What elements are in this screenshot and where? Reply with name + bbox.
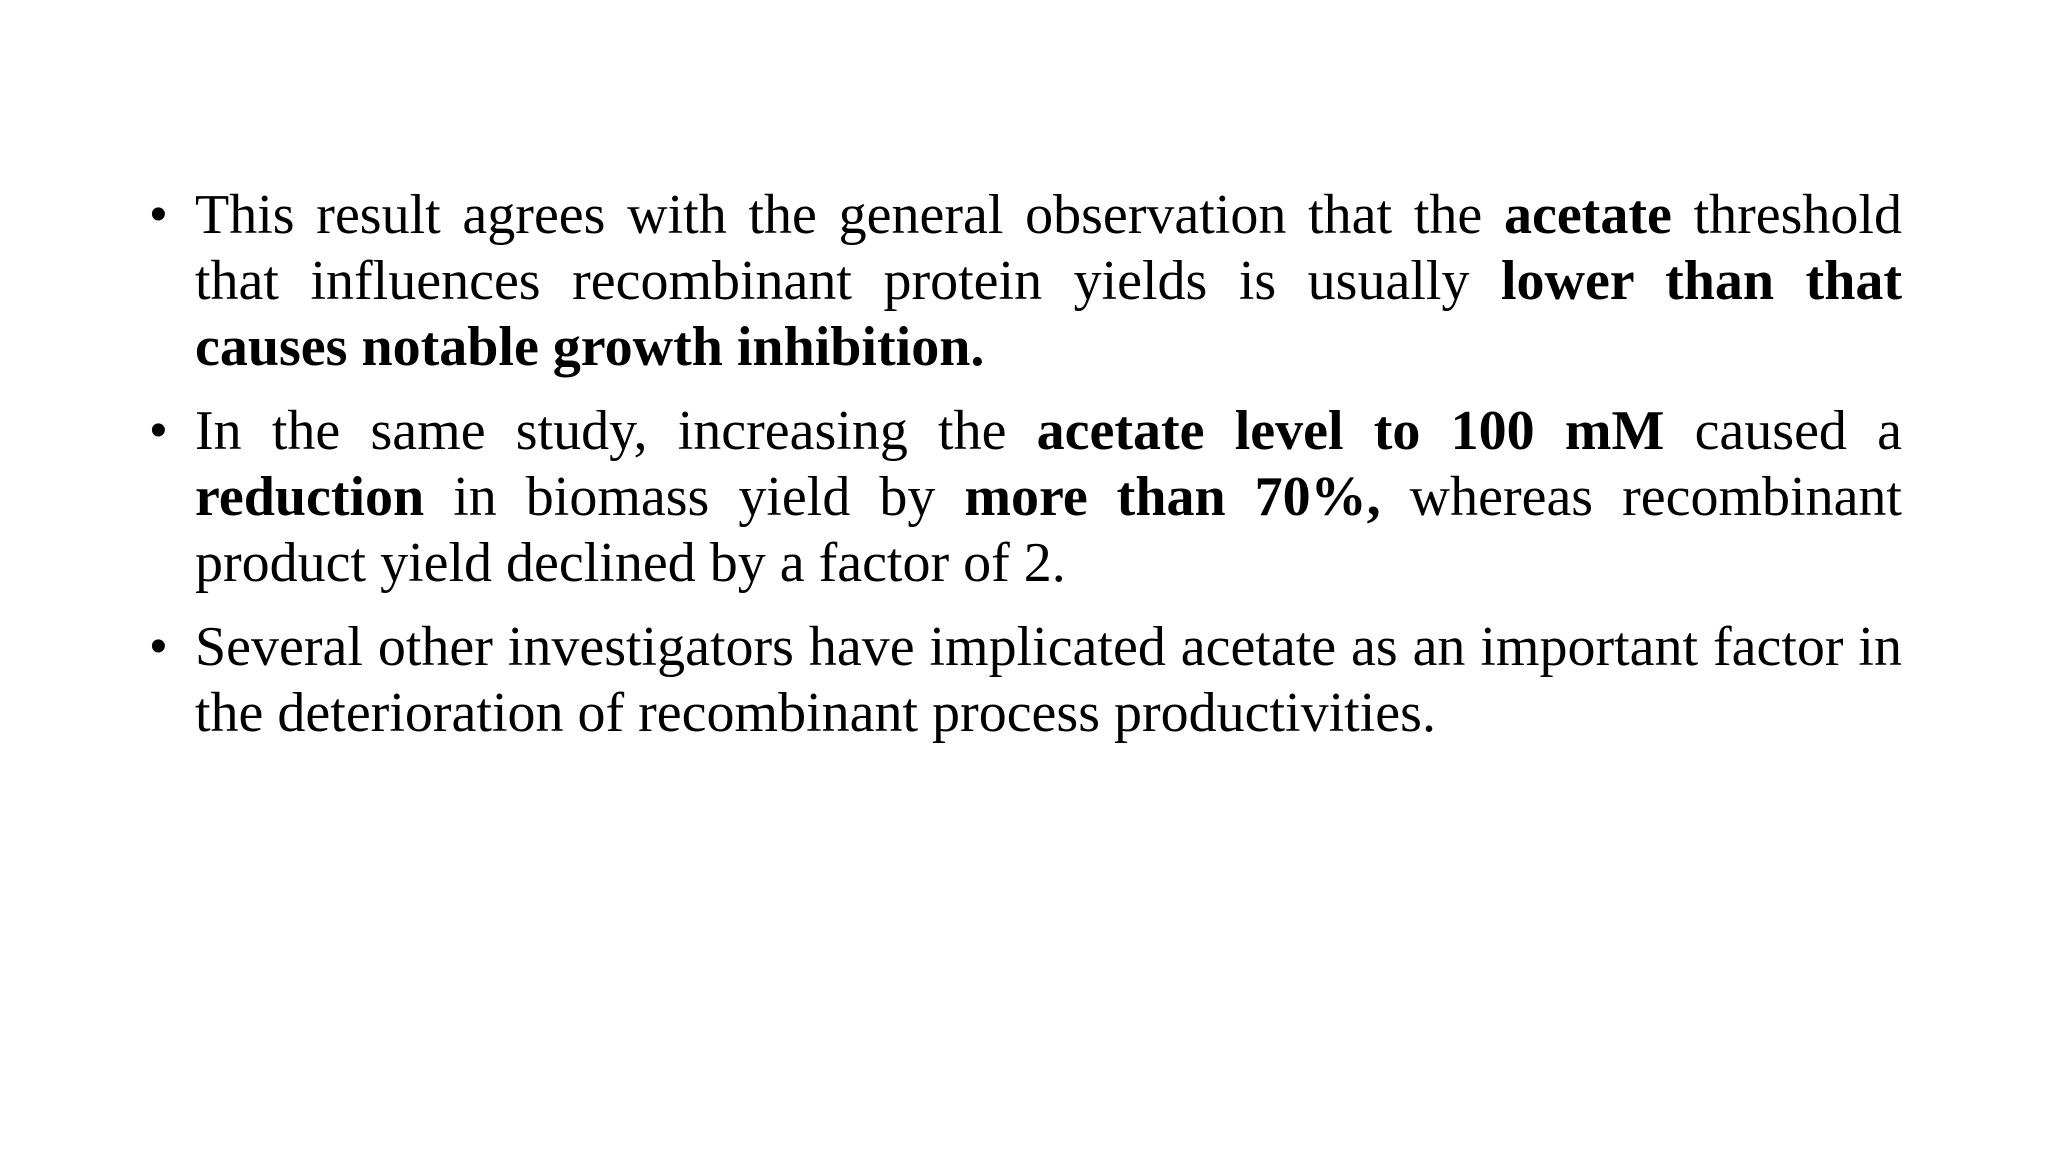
bullet-3-text-1: Several other investigators have implicated acetate as an important factor in the deterioration of recombinant process productivities. <box>195 616 1902 744</box>
bullet-item-1 <box>150 182 1902 380</box>
bullet-2-bold-2: reduction <box>195 466 425 528</box>
bullet-dot-icon: • <box>150 620 167 673</box>
bullet-1-bold-1: acetate <box>1503 184 1672 246</box>
bullet-1-text-2: threshold that influences recombinant protein yields is usually <box>195 184 1902 312</box>
bullet-list <box>150 182 1902 746</box>
bullet-dot-icon: • <box>150 188 167 241</box>
bullet-1-text-1: This result agrees with the general observation that the <box>195 184 1504 246</box>
bullet-2-bold-3: more than 70%, <box>964 466 1381 528</box>
slide-body <box>150 182 1902 764</box>
bullet-item-2 <box>150 398 1902 596</box>
bullet-2-bold-1: acetate level to 100 mM <box>1036 400 1665 462</box>
bullet-1-bold-2: lower than that causes notable growth inhibition. <box>195 250 1902 378</box>
bullet-2-text-3: in biomass yield by <box>424 466 965 528</box>
bullet-dot-icon: • <box>150 404 167 457</box>
bullet-2-text-4: whereas recombinant product yield declined by a factor of 2. <box>195 466 1902 594</box>
bullet-2-text-1: In the same study, increasing the <box>195 400 1037 462</box>
bullet-2-text-2: caused a <box>1664 400 1902 462</box>
bullet-item-3 <box>150 614 1902 746</box>
